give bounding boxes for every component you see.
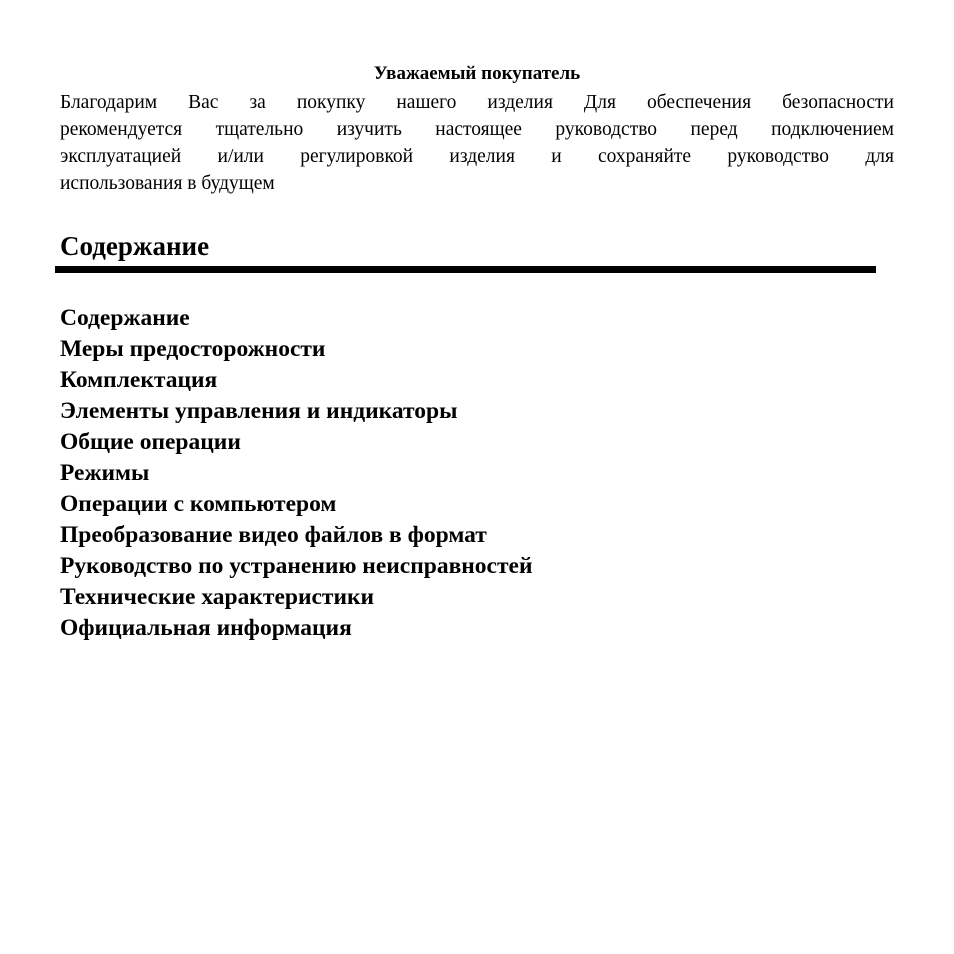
toc-item: Режимы [60,460,150,486]
toc-item: Общие операции [60,429,241,455]
table-of-contents [60,303,533,644]
toc-item: Комплектация [60,367,218,393]
section-title: Содержание [60,231,210,261]
toc-item: Технические характеристики [60,584,375,610]
intro-paragraph [60,89,894,197]
intro-line: использования в будущем [60,173,275,194]
toc-item: Меры предосторожности [60,336,326,362]
intro-line: эксплуатацией и/или регулировкой изделия и сохраняйте руководство для [60,146,894,167]
toc-item: Операции с компьютером [60,491,337,517]
toc-item: Содержание [60,305,190,331]
greeting-title: Уважаемый покупатель [373,63,581,84]
section-divider [55,266,876,273]
intro-line: Благодарим Вас за покупку нашего изделия Для обеспечения безопасности [60,92,894,113]
toc-item: Официальная информация [60,615,352,641]
intro-line: рекомендуется тщательно изучить настоящее руководство перед подключением [60,119,894,140]
toc-item: Преобразование видео файлов в формат [60,522,487,548]
toc-item: Руководство по устранению неисправностей [60,553,533,579]
toc-item: Элементы управления и индикаторы [60,398,458,424]
